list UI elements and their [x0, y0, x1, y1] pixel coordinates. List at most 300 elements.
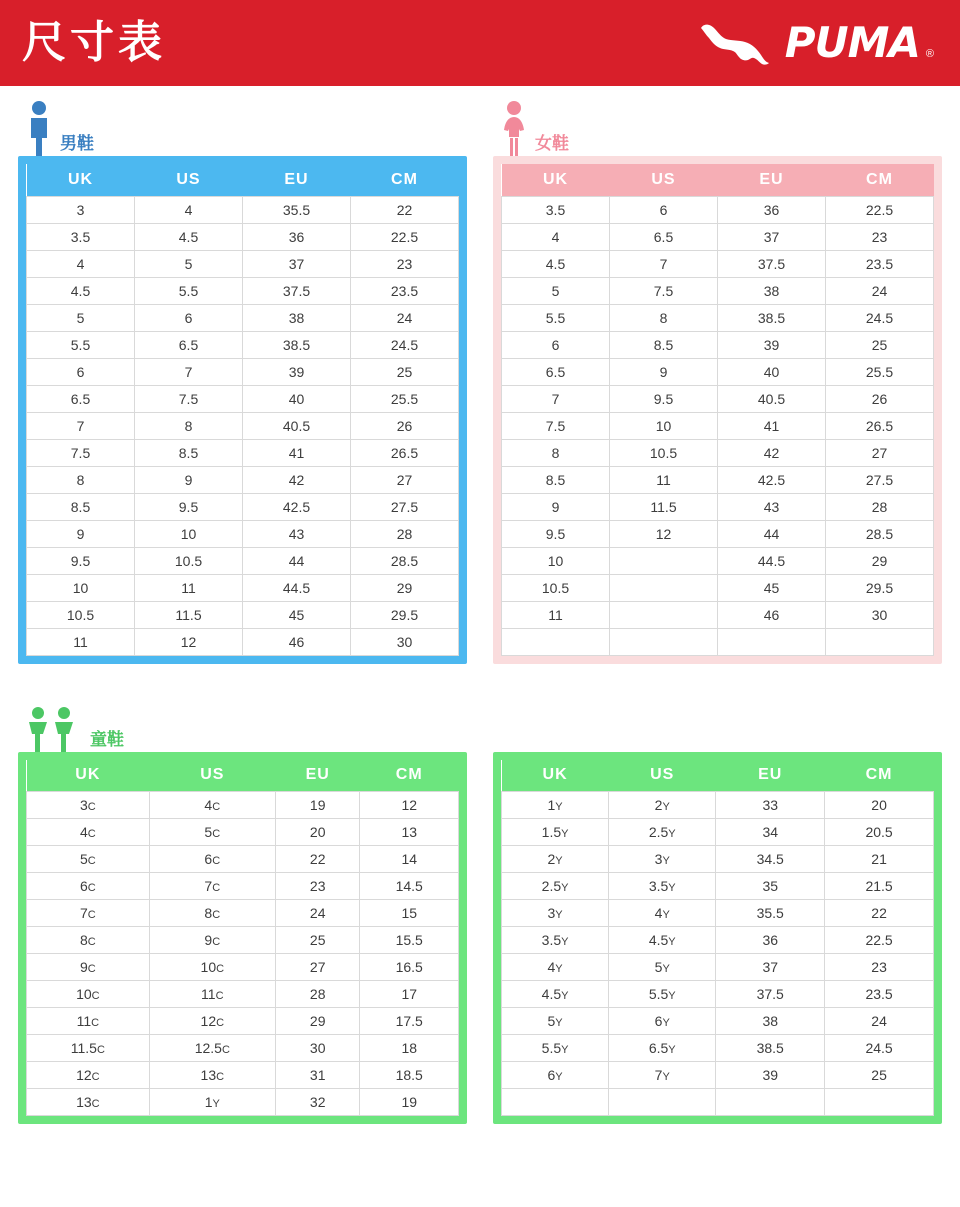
table-cell	[610, 628, 718, 655]
table-row	[502, 628, 934, 655]
table-cell: 4.5Y	[502, 981, 609, 1008]
table-cell: 5.5	[27, 331, 135, 358]
table-row	[27, 981, 459, 1008]
table-cell: 5.5Y	[609, 981, 716, 1008]
table-cell: 11	[610, 466, 718, 493]
table-cell: 6	[27, 358, 135, 385]
table-row	[27, 223, 459, 250]
table-cell: 4.5	[135, 223, 243, 250]
women-table-header-row	[502, 164, 934, 196]
table-cell: 40	[718, 358, 826, 385]
table-cell: 23.5	[351, 277, 459, 304]
kids-size-table-left	[26, 760, 459, 1117]
size-suffix: Y	[561, 828, 569, 840]
table-cell: 33	[716, 792, 825, 819]
table-cell: 31	[275, 1062, 360, 1089]
table-row	[502, 250, 934, 277]
table-cell: 7	[502, 385, 610, 412]
table-cell: 11C	[149, 981, 275, 1008]
size-suffix: Y	[555, 855, 563, 867]
table-cell: 38.5	[243, 331, 351, 358]
table-cell: 17	[360, 981, 459, 1008]
kids-left-table-frame	[18, 752, 467, 1125]
size-suffix: Y	[662, 909, 670, 921]
table-cell: 8.5	[502, 466, 610, 493]
table-cell: 4.5	[27, 277, 135, 304]
size-suffix: C	[91, 1098, 100, 1110]
men-col-us: US	[135, 164, 243, 196]
table-cell: 3.5	[502, 196, 610, 223]
table-cell: 4	[27, 250, 135, 277]
table-cell: 5C	[149, 819, 275, 846]
table-row	[27, 819, 459, 846]
table-cell	[502, 1089, 609, 1116]
table-cell: 45	[243, 601, 351, 628]
page-title: 尺寸表	[22, 18, 166, 67]
table-cell: 7	[610, 250, 718, 277]
size-suffix: C	[91, 1071, 100, 1083]
table-cell: 1Y	[502, 792, 609, 819]
table-cell: 28	[351, 520, 459, 547]
table-cell: 5.5	[502, 304, 610, 331]
table-cell: 35	[716, 873, 825, 900]
table-cell: 12.5C	[149, 1035, 275, 1062]
table-cell: 21	[825, 846, 934, 873]
table-cell: 5C	[27, 846, 150, 873]
table-cell: 16.5	[360, 954, 459, 981]
women-col-uk: UK	[502, 164, 610, 196]
table-cell: 36	[243, 223, 351, 250]
size-suffix: C	[96, 1044, 105, 1056]
table-cell: 6.5	[135, 331, 243, 358]
table-cell: 25	[275, 927, 360, 954]
table-cell: 24.5	[826, 304, 934, 331]
women-col-eu: EU	[718, 164, 826, 196]
table-cell: 6.5	[610, 223, 718, 250]
table-cell: 6Y	[609, 1008, 716, 1035]
kids-right-header-row	[502, 760, 934, 792]
kids-right-col-us: US	[609, 760, 716, 792]
table-row	[502, 1035, 934, 1062]
table-cell: 35.5	[243, 196, 351, 223]
table-cell: 14.5	[360, 873, 459, 900]
table-cell: 24	[825, 1008, 934, 1035]
table-row	[502, 439, 934, 466]
table-cell: 43	[718, 493, 826, 520]
size-suffix: C	[215, 990, 224, 1002]
size-suffix: Y	[668, 828, 676, 840]
table-cell: 1.5Y	[502, 819, 609, 846]
table-cell: 8C	[149, 900, 275, 927]
table-cell: 7.5	[610, 277, 718, 304]
table-row	[502, 196, 934, 223]
men-size-table	[26, 164, 459, 656]
table-cell: 39	[716, 1062, 825, 1089]
table-cell: 3C	[27, 792, 150, 819]
kids-right-table-body	[502, 792, 934, 1116]
table-cell: 37.5	[716, 981, 825, 1008]
kids-left-col-us: US	[149, 760, 275, 792]
table-cell: 24.5	[825, 1035, 934, 1062]
table-cell: 22.5	[351, 223, 459, 250]
men-col-eu: EU	[243, 164, 351, 196]
table-cell: 7Y	[609, 1062, 716, 1089]
table-row	[27, 250, 459, 277]
table-cell: 22.5	[826, 196, 934, 223]
table-row	[27, 493, 459, 520]
table-cell: 28.5	[351, 547, 459, 574]
table-cell: 26.5	[826, 412, 934, 439]
table-cell: 36	[718, 196, 826, 223]
size-suffix: Y	[668, 990, 676, 1002]
table-cell: 4C	[149, 792, 275, 819]
table-cell: 14	[360, 846, 459, 873]
table-cell: 25	[825, 1062, 934, 1089]
table-cell: 8	[27, 466, 135, 493]
kids-right-col-uk: UK	[502, 760, 609, 792]
table-cell: 38.5	[716, 1035, 825, 1062]
table-cell: 3	[27, 196, 135, 223]
table-cell: 4.5Y	[609, 927, 716, 954]
table-row	[27, 1035, 459, 1062]
table-cell: 7C	[27, 900, 150, 927]
table-cell: 12	[610, 520, 718, 547]
table-cell: 2.5Y	[609, 819, 716, 846]
size-suffix: Y	[555, 1071, 563, 1083]
size-suffix: Y	[662, 855, 670, 867]
table-cell: 11.5	[135, 601, 243, 628]
kids-right-table-frame	[493, 752, 942, 1125]
table-cell: 4C	[27, 819, 150, 846]
table-cell: 46	[243, 628, 351, 655]
table-cell: 5.5	[135, 277, 243, 304]
table-cell: 21.5	[825, 873, 934, 900]
size-suffix: C	[87, 909, 96, 921]
table-cell: 30	[275, 1035, 360, 1062]
table-row	[502, 520, 934, 547]
size-suffix: Y	[561, 882, 569, 894]
size-suffix: Y	[212, 1098, 220, 1110]
table-cell: 2Y	[609, 792, 716, 819]
table-cell: 41	[718, 412, 826, 439]
table-cell: 12	[360, 792, 459, 819]
size-suffix: C	[212, 882, 221, 894]
table-cell: 13C	[149, 1062, 275, 1089]
table-cell: 23	[351, 250, 459, 277]
table-row	[27, 196, 459, 223]
table-cell	[609, 1089, 716, 1116]
table-cell: 37	[716, 954, 825, 981]
table-cell: 12	[135, 628, 243, 655]
size-suffix: C	[87, 828, 96, 840]
table-row	[502, 792, 934, 819]
table-cell: 23	[826, 223, 934, 250]
table-row	[27, 331, 459, 358]
table-row	[502, 1008, 934, 1035]
table-cell: 9C	[149, 927, 275, 954]
men-col-uk: UK	[27, 164, 135, 196]
table-cell	[716, 1089, 825, 1116]
table-cell: 45	[718, 574, 826, 601]
table-cell: 10.5	[135, 547, 243, 574]
table-cell	[718, 628, 826, 655]
table-row	[27, 547, 459, 574]
table-row	[502, 819, 934, 846]
table-cell: 40.5	[718, 385, 826, 412]
table-cell: 23	[825, 954, 934, 981]
kids-size-table-right	[501, 760, 934, 1117]
size-suffix: Y	[561, 1044, 569, 1056]
men-table-header-row	[27, 164, 459, 196]
table-cell: 43	[243, 520, 351, 547]
table-cell: 37	[718, 223, 826, 250]
table-cell: 11.5	[610, 493, 718, 520]
size-suffix: C	[212, 936, 221, 948]
table-cell: 20	[275, 819, 360, 846]
table-cell: 10.5	[610, 439, 718, 466]
size-suffix: Y	[662, 1071, 670, 1083]
registered-mark: ®	[925, 48, 934, 60]
table-cell: 38.5	[718, 304, 826, 331]
table-cell: 9C	[27, 954, 150, 981]
table-row	[502, 412, 934, 439]
size-suffix: C	[212, 855, 221, 867]
table-cell: 41	[243, 439, 351, 466]
table-cell: 3Y	[609, 846, 716, 873]
table-row	[27, 304, 459, 331]
kids-section	[18, 682, 942, 1125]
table-cell: 22	[351, 196, 459, 223]
table-cell: 19	[360, 1089, 459, 1116]
size-suffix: C	[87, 963, 96, 975]
table-cell: 6.5	[502, 358, 610, 385]
table-cell: 10	[27, 574, 135, 601]
table-cell: 44	[243, 547, 351, 574]
table-cell: 12C	[27, 1062, 150, 1089]
table-cell: 9	[135, 466, 243, 493]
table-cell: 46	[718, 601, 826, 628]
table-cell: 28.5	[826, 520, 934, 547]
male-figure-icon	[24, 100, 54, 156]
size-suffix: Y	[555, 801, 563, 813]
table-cell: 10	[135, 520, 243, 547]
table-cell: 29.5	[351, 601, 459, 628]
size-suffix: Y	[662, 1017, 670, 1029]
table-row	[27, 846, 459, 873]
table-cell: 37	[243, 250, 351, 277]
table-cell: 1Y	[149, 1089, 275, 1116]
table-row	[502, 954, 934, 981]
table-cell: 26.5	[351, 439, 459, 466]
table-cell: 11	[27, 628, 135, 655]
table-cell: 29	[826, 547, 934, 574]
table-row	[502, 846, 934, 873]
table-cell: 30	[351, 628, 459, 655]
table-cell: 7.5	[27, 439, 135, 466]
table-row	[27, 574, 459, 601]
kids-figures-icon	[24, 706, 84, 752]
table-row	[502, 981, 934, 1008]
size-suffix: Y	[662, 801, 670, 813]
table-cell	[610, 601, 718, 628]
men-table-frame	[18, 156, 467, 664]
table-row	[502, 385, 934, 412]
table-cell: 13	[360, 819, 459, 846]
men-section-label: 男鞋	[60, 134, 94, 153]
men-section	[18, 86, 467, 664]
table-row	[27, 358, 459, 385]
women-table-frame	[493, 156, 942, 664]
table-cell: 22	[825, 900, 934, 927]
table-cell: 11	[502, 601, 610, 628]
women-section	[493, 86, 942, 664]
table-cell: 5Y	[609, 954, 716, 981]
table-cell: 13C	[27, 1089, 150, 1116]
table-row	[27, 520, 459, 547]
size-suffix: C	[212, 909, 221, 921]
table-cell: 6	[502, 331, 610, 358]
table-cell: 9	[27, 520, 135, 547]
table-cell: 6C	[149, 846, 275, 873]
size-suffix: Y	[555, 1017, 563, 1029]
table-cell: 36	[716, 927, 825, 954]
table-row	[27, 954, 459, 981]
table-cell: 34.5	[716, 846, 825, 873]
table-row	[27, 873, 459, 900]
size-suffix: C	[87, 801, 96, 813]
table-row	[502, 331, 934, 358]
table-cell: 42	[243, 466, 351, 493]
table-cell: 11C	[27, 1008, 150, 1035]
puma-cat-icon	[695, 20, 779, 66]
table-row	[27, 412, 459, 439]
size-suffix: C	[212, 828, 221, 840]
table-cell: 11.5C	[27, 1035, 150, 1062]
table-cell: 25.5	[351, 385, 459, 412]
table-row	[27, 628, 459, 655]
table-cell: 3Y	[502, 900, 609, 927]
size-suffix: Y	[668, 882, 676, 894]
table-row	[502, 601, 934, 628]
size-suffix: C	[91, 1017, 100, 1029]
table-cell: 9.5	[610, 385, 718, 412]
size-suffix: C	[216, 1071, 225, 1083]
kids-left-col-uk: UK	[27, 760, 150, 792]
table-cell: 7C	[149, 873, 275, 900]
table-cell: 6	[610, 196, 718, 223]
table-cell: 29	[351, 574, 459, 601]
table-cell: 9.5	[502, 520, 610, 547]
table-cell: 32	[275, 1089, 360, 1116]
table-cell: 11	[135, 574, 243, 601]
table-row	[27, 792, 459, 819]
table-cell: 4Y	[502, 954, 609, 981]
table-cell: 40.5	[243, 412, 351, 439]
kids-right-column	[493, 752, 942, 1125]
table-row	[502, 358, 934, 385]
table-cell: 24	[351, 304, 459, 331]
size-suffix: C	[212, 801, 221, 813]
size-suffix: C	[91, 990, 100, 1002]
kids-section-head	[18, 682, 942, 752]
size-suffix: Y	[561, 990, 569, 1002]
table-cell: 3.5Y	[502, 927, 609, 954]
table-row	[27, 466, 459, 493]
table-cell	[610, 574, 718, 601]
kids-left-column	[18, 752, 467, 1125]
table-cell: 17.5	[360, 1008, 459, 1035]
table-cell: 9	[610, 358, 718, 385]
table-cell: 44.5	[243, 574, 351, 601]
table-cell: 2Y	[502, 846, 609, 873]
table-cell: 18	[360, 1035, 459, 1062]
table-cell	[502, 628, 610, 655]
table-cell: 10C	[149, 954, 275, 981]
table-cell: 23.5	[826, 250, 934, 277]
table-cell: 24	[826, 277, 934, 304]
table-row	[27, 439, 459, 466]
table-cell: 15	[360, 900, 459, 927]
table-cell: 27.5	[826, 466, 934, 493]
table-row	[27, 385, 459, 412]
table-row	[502, 1062, 934, 1089]
table-cell: 38	[718, 277, 826, 304]
table-cell: 6Y	[502, 1062, 609, 1089]
table-cell: 6C	[27, 873, 150, 900]
table-cell: 27	[826, 439, 934, 466]
table-cell: 25	[351, 358, 459, 385]
table-cell: 5Y	[502, 1008, 609, 1035]
table-cell: 10.5	[27, 601, 135, 628]
table-cell: 10	[610, 412, 718, 439]
table-row	[502, 223, 934, 250]
table-cell: 27	[275, 954, 360, 981]
table-cell: 20	[825, 792, 934, 819]
table-cell: 7.5	[502, 412, 610, 439]
kids-left-header-row	[27, 760, 459, 792]
size-suffix: C	[87, 882, 96, 894]
table-cell: 27.5	[351, 493, 459, 520]
table-cell: 5	[502, 277, 610, 304]
table-cell: 5	[27, 304, 135, 331]
size-suffix: Y	[662, 963, 670, 975]
table-cell: 42.5	[718, 466, 826, 493]
table-cell: 24.5	[351, 331, 459, 358]
table-cell: 8	[502, 439, 610, 466]
table-cell: 6.5Y	[609, 1035, 716, 1062]
table-row	[502, 1089, 934, 1116]
table-cell: 9.5	[27, 547, 135, 574]
table-row	[27, 1008, 459, 1035]
table-row	[27, 601, 459, 628]
table-cell: 25.5	[826, 358, 934, 385]
size-suffix: C	[216, 963, 225, 975]
size-suffix: Y	[668, 1044, 676, 1056]
kids-left-col-cm: CM	[360, 760, 459, 792]
table-cell: 8	[610, 304, 718, 331]
table-cell: 3.5	[27, 223, 135, 250]
table-cell: 42	[718, 439, 826, 466]
puma-wordmark: PUMA	[784, 18, 920, 67]
table-cell: 6.5	[27, 385, 135, 412]
table-row	[27, 277, 459, 304]
size-suffix: Y	[555, 963, 563, 975]
table-cell: 35.5	[716, 900, 825, 927]
kids-right-col-eu: EU	[716, 760, 825, 792]
table-cell: 29	[275, 1008, 360, 1035]
table-cell: 20.5	[825, 819, 934, 846]
table-cell: 24	[275, 900, 360, 927]
